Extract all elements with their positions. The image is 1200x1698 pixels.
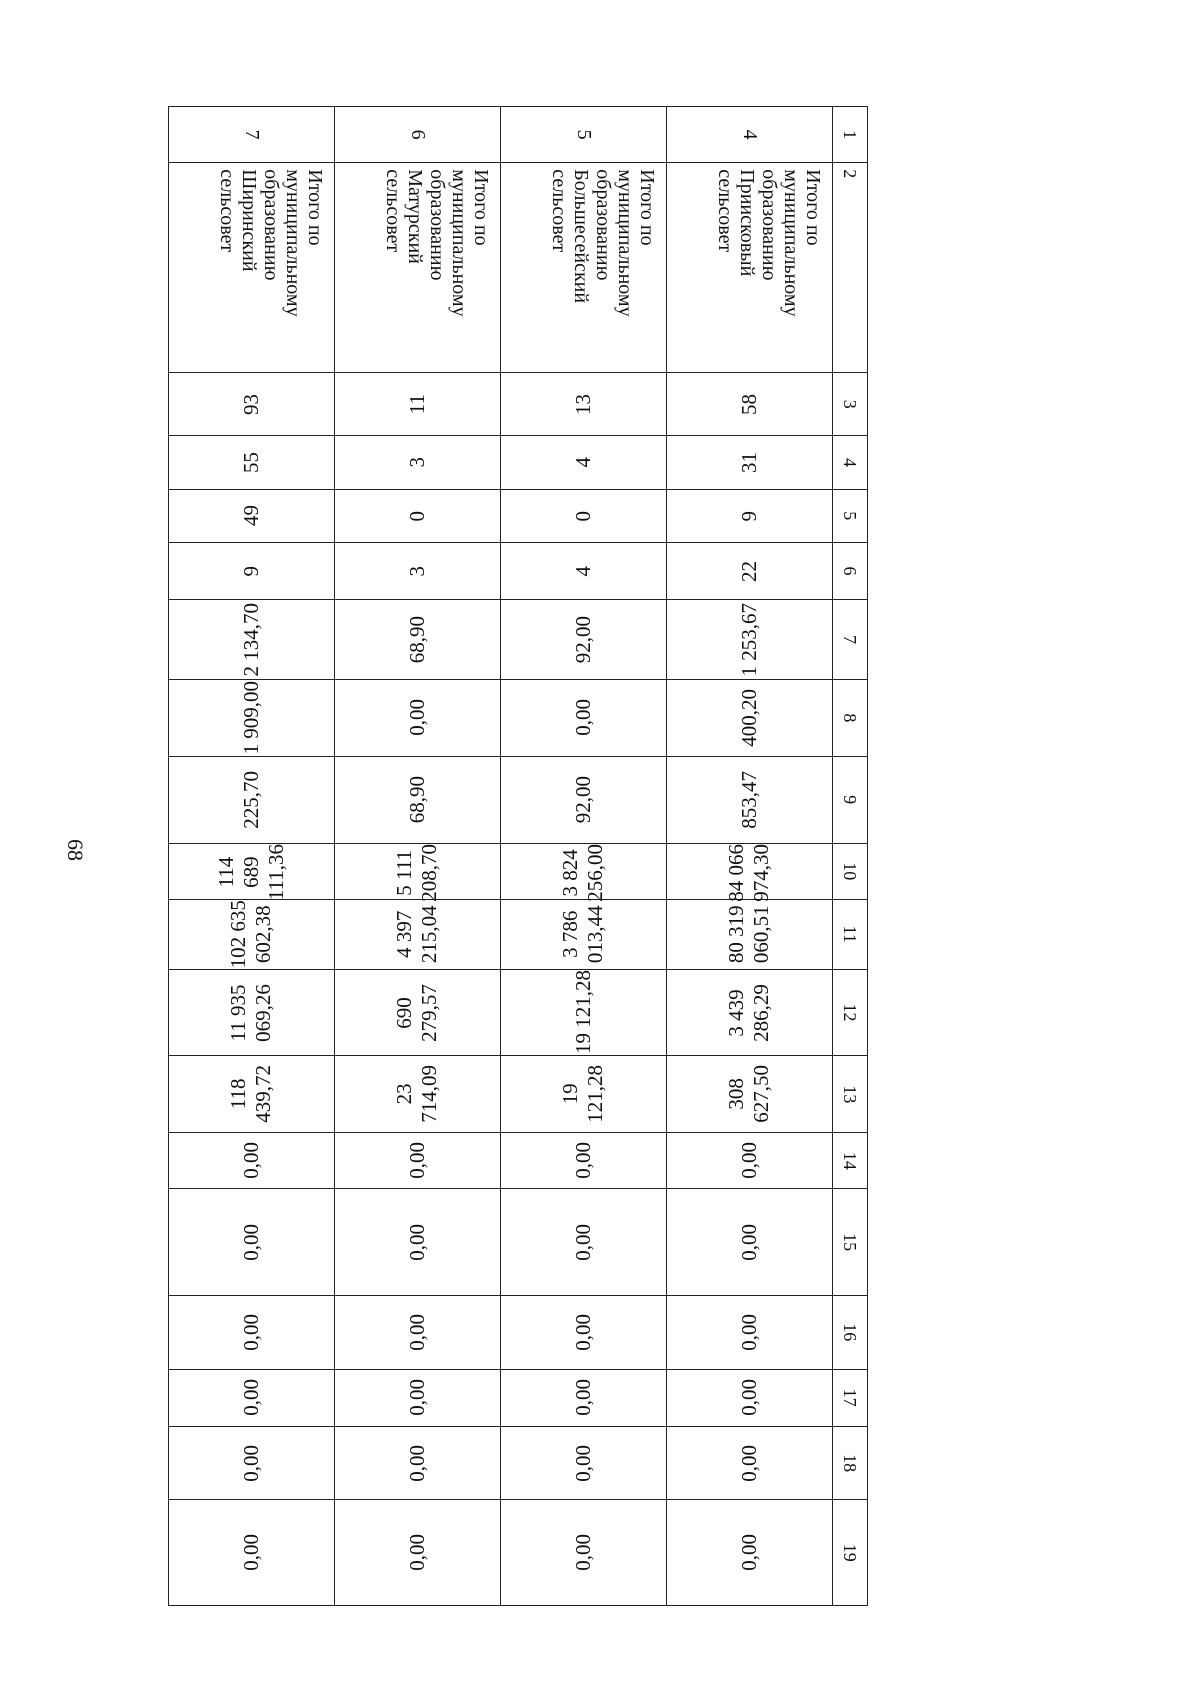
name-line: Большесейский — [569, 169, 592, 304]
value-text: 400,20 — [736, 688, 761, 747]
value-cell — [500, 1189, 666, 1295]
value-text: 0,00 — [404, 1142, 429, 1180]
column-number: 19 — [832, 1500, 867, 1606]
value-text: 0,00 — [736, 1444, 761, 1482]
value-cell — [169, 542, 335, 599]
value-text: 0,00 — [736, 1223, 761, 1261]
municipality-name — [500, 163, 666, 373]
value-text: 0 — [570, 510, 595, 521]
value-cell — [169, 756, 335, 843]
column-number: 11 — [832, 899, 867, 969]
value-text: 19 121,28 — [558, 1065, 608, 1124]
value-text: 0,00 — [736, 1379, 761, 1417]
value-text: 11 — [404, 394, 429, 415]
value-cell — [169, 489, 335, 542]
value-text: 55 — [238, 452, 263, 474]
value-text: 0,00 — [570, 1313, 595, 1351]
column-number: 2 — [832, 163, 867, 373]
value-text: 118 439,72 — [226, 1065, 276, 1124]
value-text: 13 — [570, 393, 595, 415]
value-text: 19 121,28 — [570, 970, 595, 1055]
column-number: 15 — [832, 1189, 867, 1295]
value-text: 68,90 — [404, 776, 429, 824]
page-number: 68 — [63, 839, 88, 861]
value-cell — [169, 436, 335, 489]
name-line: Ширинский — [237, 169, 260, 272]
row-index: 7 — [169, 107, 335, 163]
value-text: 3 — [404, 565, 429, 577]
value-cell — [169, 1369, 335, 1426]
value-cell — [169, 1189, 335, 1295]
municipality-name — [666, 163, 832, 373]
value-text: 92,00 — [570, 615, 595, 664]
column-number: 13 — [832, 1056, 867, 1133]
name-line: образованию — [425, 169, 448, 281]
value-text: 114 689 111,36 — [213, 843, 288, 900]
name-line: образованию — [591, 169, 614, 281]
value-cell — [169, 1056, 335, 1133]
table-row — [666, 107, 832, 1606]
municipality-name — [169, 163, 335, 373]
value-cell — [666, 1133, 832, 1189]
table-row — [169, 107, 335, 1606]
column-number: 4 — [832, 436, 867, 489]
value-text: 0,00 — [404, 1444, 429, 1482]
value-text: 22 — [736, 560, 761, 582]
value-cell — [666, 436, 832, 489]
name-line: сельсовет — [215, 169, 238, 253]
value-text: 102 635 602,38 — [226, 900, 276, 969]
value-text: 0,00 — [238, 1444, 263, 1482]
value-cell — [666, 373, 832, 436]
value-text: 58 — [736, 393, 761, 415]
value-cell — [500, 373, 666, 436]
value-text: 0,00 — [570, 699, 595, 737]
value-text: 49 — [238, 505, 263, 527]
value-cell — [169, 969, 335, 1056]
value-text: 84 066 974,30 — [724, 843, 774, 902]
value-text: 0,00 — [238, 1223, 263, 1261]
column-number-row — [832, 107, 867, 1606]
name-line: Приисковый — [735, 169, 758, 277]
value-cell — [500, 489, 666, 542]
value-cell — [334, 1295, 500, 1369]
table-row — [334, 107, 500, 1606]
value-text: 23 714,09 — [392, 1065, 442, 1124]
value-cell — [334, 436, 500, 489]
value-cell — [334, 679, 500, 756]
value-text: 0,00 — [736, 1534, 761, 1572]
value-cell — [169, 1500, 335, 1606]
value-cell — [500, 1133, 666, 1189]
value-text: 225,70 — [238, 770, 263, 829]
column-number: 9 — [832, 756, 867, 843]
value-cell — [334, 1056, 500, 1133]
value-text: 3 — [404, 457, 429, 468]
name-line: сельсовет — [547, 169, 570, 253]
value-cell — [500, 969, 666, 1056]
value-cell — [500, 843, 666, 902]
value-cell — [169, 899, 335, 969]
value-cell — [334, 1426, 500, 1500]
row-index: 6 — [334, 107, 500, 163]
table-row — [500, 107, 666, 1606]
value-cell — [500, 1056, 666, 1133]
value-cell — [666, 489, 832, 542]
value-cell — [666, 1426, 832, 1500]
value-cell — [500, 756, 666, 843]
value-text: 0,00 — [404, 1313, 429, 1351]
value-cell — [334, 1189, 500, 1295]
row-index: 4 — [666, 107, 832, 163]
value-text: 0,00 — [404, 699, 429, 737]
value-cell — [666, 756, 832, 843]
value-text: 4 397 215,04 — [392, 905, 442, 964]
value-text: 0,00 — [238, 1534, 263, 1572]
value-cell — [500, 679, 666, 756]
value-text: 0,00 — [404, 1534, 429, 1572]
value-cell — [334, 899, 500, 969]
municipality-name — [334, 163, 500, 373]
value-cell — [169, 1295, 335, 1369]
value-cell — [666, 1295, 832, 1369]
value-text: 0,00 — [570, 1444, 595, 1482]
value-cell — [666, 1369, 832, 1426]
value-text: 0,00 — [570, 1379, 595, 1417]
value-text: 853,47 — [736, 770, 761, 829]
value-cell — [334, 489, 500, 542]
value-text: 5 111 208,70 — [392, 843, 442, 902]
column-number: 8 — [832, 679, 867, 756]
value-text: 92,00 — [570, 776, 595, 824]
value-cell — [500, 436, 666, 489]
value-cell — [666, 899, 832, 969]
value-cell — [500, 1500, 666, 1606]
value-text: 0,00 — [238, 1142, 263, 1180]
column-number: 18 — [832, 1426, 867, 1500]
value-cell — [334, 600, 500, 680]
value-cell — [334, 756, 500, 843]
column-number: 1 — [832, 107, 867, 163]
name-line: образованию — [259, 169, 282, 281]
column-number: 7 — [832, 600, 867, 680]
value-cell — [666, 1189, 832, 1295]
value-cell — [666, 600, 832, 680]
value-text: 308 627,50 — [724, 1065, 774, 1124]
value-cell — [500, 1426, 666, 1500]
value-cell — [666, 843, 832, 902]
value-text: 3 786 013,44 — [558, 905, 608, 964]
value-text: 9 — [736, 510, 761, 521]
value-cell — [500, 1369, 666, 1426]
name-line: муниципальному — [779, 169, 802, 317]
value-cell — [169, 843, 335, 899]
value-text: 0,00 — [570, 1223, 595, 1261]
value-cell — [169, 373, 335, 436]
value-cell — [334, 1500, 500, 1606]
value-cell — [169, 679, 335, 756]
value-cell — [666, 969, 832, 1056]
name-line: Итого по — [635, 169, 658, 246]
value-cell — [334, 542, 500, 599]
value-cell — [169, 600, 335, 680]
value-text: 80 319 060,51 — [724, 905, 774, 964]
column-number: 3 — [832, 373, 867, 436]
value-cell — [666, 679, 832, 756]
name-line: образованию — [757, 169, 780, 281]
value-cell — [500, 899, 666, 969]
row-index: 5 — [500, 107, 666, 163]
value-text: 0,00 — [404, 1379, 429, 1417]
value-text: 2 134,70 — [238, 602, 263, 677]
value-text: 0,00 — [238, 1379, 263, 1417]
name-line: Итого по — [801, 169, 824, 246]
value-text: 0,00 — [404, 1223, 429, 1261]
name-line: муниципальному — [613, 169, 636, 317]
name-line: Итого по — [303, 169, 326, 246]
value-text: 0,00 — [570, 1142, 595, 1180]
name-line: муниципальному — [281, 169, 304, 317]
value-text: 0 — [404, 510, 429, 521]
value-text: 0,00 — [736, 1313, 761, 1351]
column-number: 17 — [832, 1369, 867, 1426]
value-cell — [169, 1426, 335, 1500]
value-text: 3 824 256,00 — [558, 843, 608, 902]
value-text: 0,00 — [736, 1142, 761, 1180]
name-line: муниципальному — [447, 169, 470, 317]
data-grid — [168, 106, 868, 1606]
value-text: 31 — [736, 452, 761, 474]
value-text: 0,00 — [570, 1534, 595, 1572]
value-text: 4 — [570, 565, 595, 577]
value-cell — [334, 1369, 500, 1426]
value-text: 1 253,67 — [736, 602, 761, 677]
value-cell — [500, 600, 666, 680]
value-text: 690 279,57 — [392, 983, 442, 1042]
value-cell — [666, 542, 832, 599]
value-cell — [334, 1133, 500, 1189]
value-cell — [169, 1133, 335, 1189]
value-text: 3 439 286,29 — [724, 983, 774, 1042]
column-number: 5 — [832, 489, 867, 542]
value-cell — [334, 373, 500, 436]
column-number: 14 — [832, 1133, 867, 1189]
value-cell — [500, 542, 666, 599]
value-cell — [666, 1056, 832, 1133]
name-line: сельсовет — [381, 169, 404, 253]
value-cell — [334, 843, 500, 902]
name-line: Итого по — [469, 169, 492, 246]
value-text: 4 — [570, 457, 595, 468]
column-number: 16 — [832, 1295, 867, 1369]
value-text: 11 935 069,26 — [226, 983, 276, 1042]
value-text: 0,00 — [238, 1313, 263, 1351]
column-number: 6 — [832, 542, 867, 599]
value-cell — [500, 1295, 666, 1369]
column-number: 12 — [832, 969, 867, 1056]
name-line: сельсовет — [713, 169, 736, 253]
value-text: 93 — [238, 393, 263, 415]
value-text: 1 909,00 — [238, 681, 263, 755]
name-line: Матурский — [403, 169, 426, 264]
value-text: 9 — [238, 565, 263, 577]
value-cell — [666, 1500, 832, 1606]
data-table — [168, 106, 868, 1606]
value-cell — [334, 969, 500, 1056]
value-text: 68,90 — [404, 615, 429, 664]
column-number: 10 — [832, 843, 867, 899]
